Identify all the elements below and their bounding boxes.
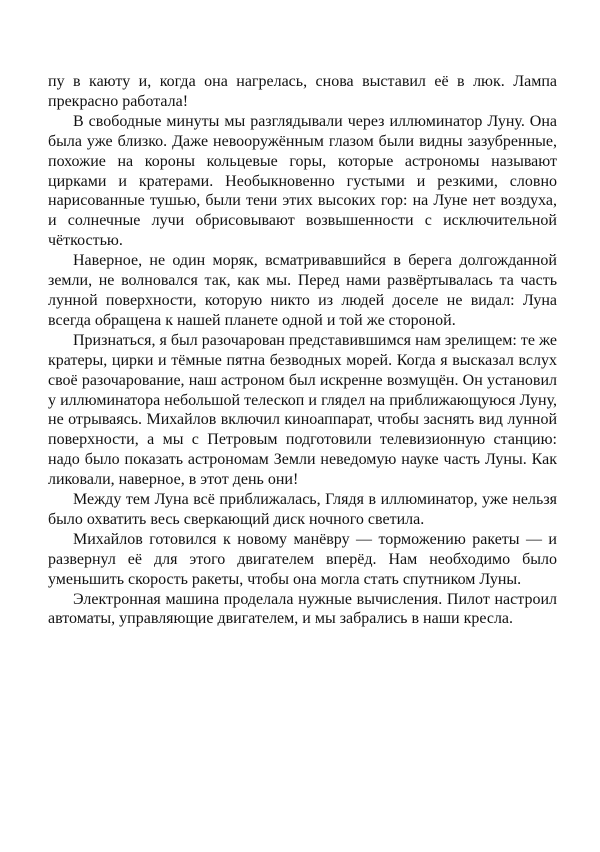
paragraph-3: Наверное, не один моряк, всматривавшийся в берега долгожданной земли, не волновался так, как мы. Перед нами развёртывалась та часть лунной поверхности, которую никто из людей доселе не видал: Луна всегда обращена к нашей планете одной и той же стороной. bbox=[48, 252, 557, 329]
paragraph-1: пу в каюту и, когда она нагрелась, снова выставил её в люк. Лампа прекрасно работала! bbox=[48, 73, 557, 110]
paragraph-6: Михайлов готовился к новому манёвру — торможению ракеты — и развернул её для этого двигателем вперёд. Нам необходимо было уменьшить скорость ракеты, чтобы она могла стать спутником Луны. bbox=[48, 530, 557, 588]
paragraph-2: В свободные минуты мы разглядывали через иллюминатор Луну. Она была уже близко. Даже невооружённым глазом были видны зазубренные, похожие на короны кольцевые горы, которые астрономы называют цирками и кратерами. Необыкновенно густыми и резкими, словно нарисованные тушью, были тени этих высоких гор: на Луне нет воздуха, и солнечные лучи обрисовывают возвышенности с исключительной чёткостью. bbox=[48, 112, 557, 250]
paragraph-4: Признаться, я был разочарован представившимся нам зрелищем: те же кратеры, цирки и тёмные пятна безводных морей. Когда я высказал вслух своё разочарование, наш астроном был искренне возмущён. Он установил у иллюминатора небольшой телескоп и глядел на приближающуюся Луну, не отрываясь. Михайлов включил киноаппарат, чтобы заснять вид лунной поверхности, а мы с Петровым подготовили телевизионную станцию: надо было показать астрономам Земли неведомую науке часть Луны. Как ликовали, наверное, в этот день они! bbox=[48, 331, 557, 489]
paragraph-5: Между тем Луна всё приближалась, Глядя в иллюминатор, уже нельзя было охватить весь сверкающий диск ночного светила. bbox=[48, 491, 557, 528]
paragraph-7: Электронная машина проделала нужные вычисления. Пилот настроил автоматы, управляющие двигателем, и мы забрались в наши кресла. bbox=[48, 590, 557, 628]
book-page-text bbox=[48, 72, 557, 629]
